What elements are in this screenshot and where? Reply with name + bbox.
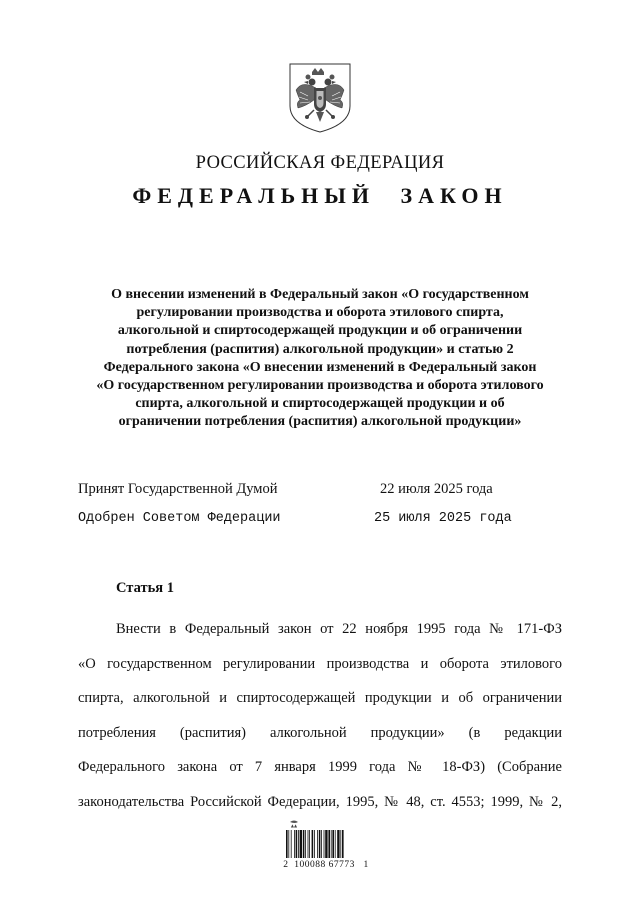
barcode-bar (291, 830, 292, 858)
barcode-bar (294, 830, 295, 858)
barcode-bar (332, 830, 334, 858)
barcode-bar (314, 830, 315, 858)
article-heading: Статья 1 (116, 580, 174, 596)
subject-line: ограничении потребления (распития) алкогольной продукции» (118, 414, 522, 430)
barcode-bar (319, 830, 321, 858)
article-line: потребления (распития) алкогольной продукции» (в редакции (78, 724, 562, 741)
barcode-number: 2 100088 67773 1 (283, 860, 369, 870)
country-name: РОССИЙСКАЯ ФЕДЕРАЦИЯ (195, 153, 445, 173)
barcode-bar (331, 830, 332, 858)
barcode-bar (340, 830, 341, 858)
law-subject-heading (70, 286, 570, 432)
barcode-icon (276, 818, 376, 860)
subject-line: О внесении изменений в Федеральный закон «О государственном (111, 287, 529, 302)
barcode-bar (335, 830, 336, 858)
subject-line: потребления (распития) алкогольной продукции» и статью 2 (126, 341, 514, 357)
barcode-bar (298, 830, 299, 858)
subject-line: Федерального закона «О внесении изменений в Федеральный закон (103, 359, 537, 375)
barcode-bar (325, 830, 327, 858)
article-line: Федерального закона от 7 января 1999 года № 18-ФЗ) (Собрание (78, 759, 562, 775)
duma-adoption-date: 22 июля 2025 года (380, 481, 493, 497)
barcode-bar (286, 830, 288, 858)
barcode-bar (300, 830, 302, 858)
article-body (78, 612, 562, 819)
article-line: «О государственном регулировании производства и оборота этилового (78, 655, 562, 672)
subject-line: регулировании производства и оборота этилового спирта, (136, 305, 504, 321)
barcode-bar (337, 830, 339, 858)
barcode-bar (328, 830, 330, 858)
article-line: законодательства Российской Федерации, 1995, № 48, ст. 4553; 1999, № 2, (78, 793, 562, 810)
council-approval-label: Одобрен Советом Федерации (78, 511, 281, 526)
barcode-bar (317, 830, 318, 858)
barcode-bar (312, 830, 314, 858)
barcode-bar (324, 830, 325, 858)
article-line: спирта, алкогольной и спиртосодержащей продукции и об ограничении (78, 690, 562, 706)
barcode-bar (342, 830, 344, 858)
document-barcode (276, 818, 376, 876)
document-type-title: ФЕДЕРАЛЬНЫЙ ЗАКОН (132, 183, 508, 208)
subject-line: алкогольной и спиртосодержащей продукции и об ограничении (117, 323, 523, 339)
duma-adoption-label: Принят Государственной Думой (78, 481, 278, 497)
coat-of-arms-icon (288, 62, 352, 134)
council-approval-date: 25 июля 2025 года (374, 511, 512, 526)
subject-line: спирта, алкогольной и спиртосодержащей продукции и об (135, 396, 505, 412)
barcode-bar (303, 830, 305, 858)
barcode-bar (305, 830, 306, 858)
barcode-bar (321, 830, 322, 858)
article-line: Внести в Федеральный закон от 22 ноября 1995 года № 171-ФЗ (116, 621, 562, 637)
barcode-bar (296, 830, 298, 858)
svg-text:▲▲: ▲▲ (290, 823, 298, 828)
barcode-bar (288, 830, 289, 858)
barcode-bar (309, 830, 310, 858)
subject-line: «О государственном регулировании производства и оборота этилового (96, 378, 544, 394)
barcode-bar (308, 830, 309, 858)
